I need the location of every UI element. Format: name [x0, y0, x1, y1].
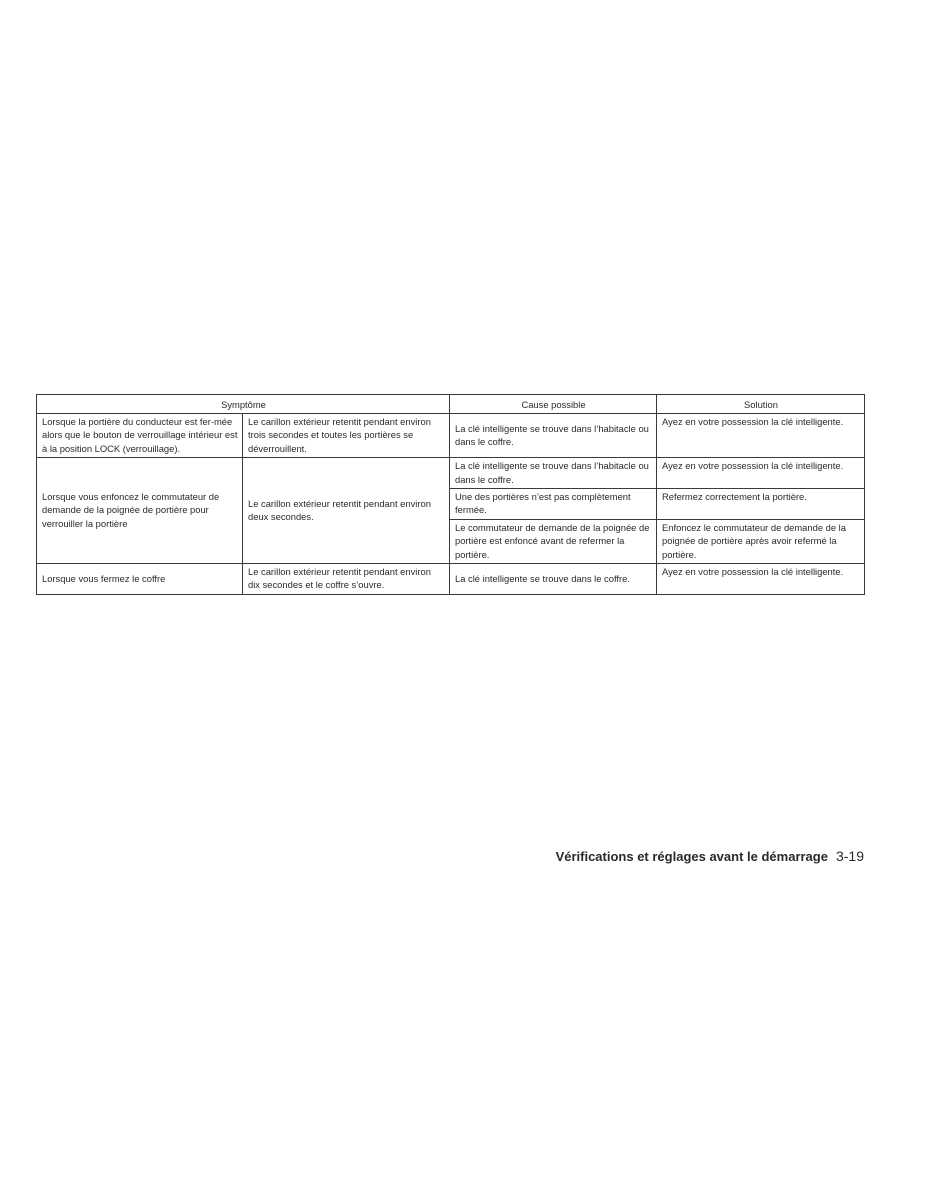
table-row: [37, 414, 865, 458]
header-symptom: Symptôme: [37, 395, 450, 414]
cause-cell: La clé intelligente se trouve dans l’habitacle ou dans le coffre.: [450, 458, 657, 489]
symptom-effect-cell: Le carillon extérieur retentit pendant environ trois secondes et toutes les portières se déverrouillent.: [243, 414, 450, 458]
cause-cell: Une des portières n’est pas complètement fermée.: [450, 489, 657, 520]
symptom-effect-cell: Le carillon extérieur retentit pendant environ deux secondes.: [243, 458, 450, 564]
solution-cell: Enfoncez le commutateur de demande de la poignée de portière après avoir refermé la portière.: [657, 519, 865, 563]
section-title: Vérifications et réglages avant le démarrage: [555, 849, 828, 864]
cause-cell: La clé intelligente se trouve dans l’habitacle ou dans le coffre.: [450, 414, 657, 458]
solution-cell: Ayez en votre possession la clé intelligente.: [657, 414, 865, 458]
header-solution: Solution: [657, 395, 865, 414]
cause-cell: La clé intelligente se trouve dans le coffre.: [450, 564, 657, 595]
cause-cell: Le commutateur de demande de la poignée de portière est enfoncé avant de refermer la portière.: [450, 519, 657, 563]
table-row: [37, 458, 865, 489]
page-footer: [556, 848, 864, 864]
solution-cell: Ayez en votre possession la clé intelligente.: [657, 458, 865, 489]
symptom-condition-cell: Lorsque vous fermez le coffre: [37, 564, 243, 595]
table-header-row: [37, 395, 865, 414]
symptom-effect-cell: Le carillon extérieur retentit pendant environ dix secondes et le coffre s’ouvre.: [243, 564, 450, 595]
solution-cell: Ayez en votre possession la clé intelligente.: [657, 564, 865, 595]
symptom-condition-cell: Lorsque la portière du conducteur est fer-mée alors que le bouton de verrouillage intérieur est à la position LOCK (verrouillage).: [37, 414, 243, 458]
header-cause: Cause possible: [450, 395, 657, 414]
page-number: 3-19: [835, 848, 864, 864]
troubleshooting-table: [36, 394, 865, 595]
symptom-condition-cell: Lorsque vous enfoncez le commutateur de demande de la poignée de portière pour verrouiller la portière: [37, 458, 243, 564]
table-row: [37, 564, 865, 595]
solution-cell: Refermez correctement la portière.: [657, 489, 865, 520]
